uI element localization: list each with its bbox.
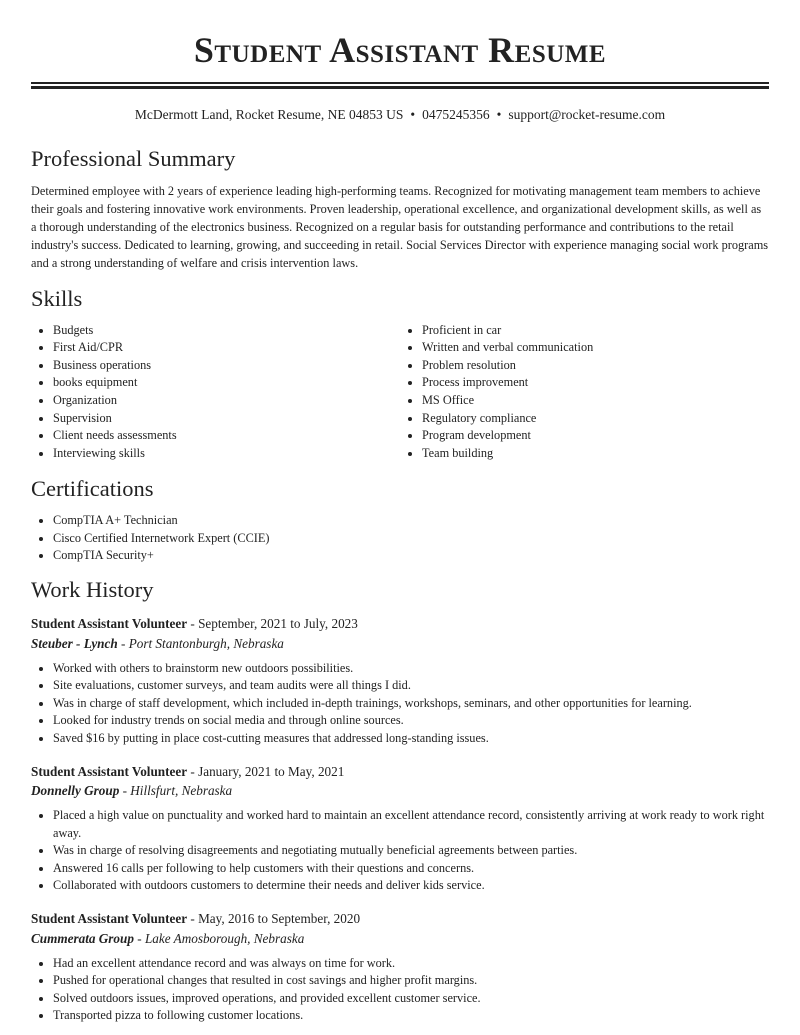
job-dates: - September, 2021 to July, 2023 [187,616,358,632]
skill-item: • books equipment [53,374,400,392]
job-entry [31,763,769,895]
job-duty: • Collaborated with outdoors customers to determine their needs and deliver kids service. [53,877,769,895]
job-duty: • Was in charge of resolving disagreements and negotiating mutually beneficial agreements between parties. [53,842,769,860]
skill-item: • Proficient in car [422,322,769,340]
skills-columns [31,322,769,463]
contact-address: McDermott Land, Rocket Resume, NE 04853 US [134,107,404,122]
job-duty: • Looked for industry trends on social media and through online sources. [53,712,769,730]
job-title-line [31,763,769,782]
job-title-line [31,615,769,634]
skill-item: • Problem resolution [422,357,769,375]
job-duty: • Answered 16 calls per following to help customers with their questions and concerns. [53,860,769,878]
job-title-line [31,910,769,929]
job-location: - Port Stantonburgh, Nebraska [117,635,284,651]
job-duty: • Placed a high value on punctuality and worked hard to maintain an excellent attendance record, consistently arriving at work ready to work right away. [53,807,769,842]
skill-item: • First Aid/CPR [53,339,400,357]
job-duty: • Site evaluations, customer surveys, and team audits were all things I did. [53,677,769,695]
job-dates: - January, 2021 to May, 2021 [187,763,345,779]
skill-item: • Budgets [53,322,400,340]
job-entry [31,910,769,1025]
summary-text: Determined employee with 2 years of experience leading high-performing teams. Recognized for motivating management team members to achieve their goals and fostering innovative work environments. Proven leadership, operational excellence, and organizational development skills, as well as a thorough understanding of the electronics business. Recognized on a regular basis for outstanding performance and contributions to the retail industry's success. Dedicated to learning, growing, and succeeding in retail. Social Services Director with experience managing social work programs and a strong understanding of welfare and crisis intervention laws. [31,184,769,270]
skill-item: • Regulatory compliance [422,410,769,428]
skill-item: • MS Office [422,392,769,410]
skill-item: • Client needs assessments [53,427,400,445]
skill-item: • Written and verbal communication [422,339,769,357]
job-duties [31,660,769,748]
title-divider-thin [31,82,769,84]
job-duty: • Solved outdoors issues, improved operations, and provided excellent customer service. [53,990,769,1008]
job-company: Donnelly Group [31,783,120,799]
skill-item: • Program development [422,427,769,445]
job-duty: • Had an excellent attendance record and was always on time for work. [53,955,769,973]
skill-item: • Process improvement [422,374,769,392]
certifications-heading: Certifications [31,476,154,502]
contact-email: support@rocket-resume.com [508,107,666,122]
job-company-line [31,634,769,653]
contact-separator: • [410,107,416,122]
resume-title: Student Assistant Resume [193,30,607,70]
job-duty: • Was in charge of staff development, which included in-depth trainings, workshops, seminars, and other opportunities for learning. [53,695,769,713]
job-duty: • Worked with others to brainstorm new outdoors possibilities. [53,660,769,678]
contact-phone: 0475245356 [422,107,490,122]
job-company: Steuber - Lynch [31,635,118,651]
job-duty: • Saved $16 by putting in place cost-cutting measures that addressed long-standing issues. [53,730,769,748]
skill-item: • Supervision [53,410,400,428]
contact-line [31,106,769,124]
skills-list-left [31,322,400,463]
summary-heading: Professional Summary [31,146,236,171]
job-title: Student Assistant Volunteer [31,616,188,632]
job-company-line [31,781,769,800]
contact-separator: • [496,107,502,122]
skill-item: • Interviewing skills [53,445,400,463]
job-location: - Lake Amosborough, Nebraska [133,930,305,946]
certification-item: • Cisco Certified Internetwork Expert (CCIE) [53,530,769,548]
certifications-list [31,512,769,565]
job-duties [31,955,769,1025]
skill-item: • Organization [53,392,400,410]
certification-item: • CompTIA A+ Technician [53,512,769,530]
job-duty: • Pushed for operational changes that resulted in cost savings and higher profit margins. [53,972,769,990]
job-duty: • Transported pizza to following customer locations. [53,1007,769,1025]
skills-heading: Skills [31,285,83,311]
job-company-line [31,929,769,948]
job-title: Student Assistant Volunteer [31,911,188,926]
job-duties [31,807,769,895]
job-title: Student Assistant Volunteer [31,763,188,779]
job-location: - Hillsfurt, Nebraska [119,783,233,799]
job-company: Cummerata Group [31,930,134,946]
certification-item: • CompTIA Security+ [53,547,769,565]
skills-list-right [400,322,769,463]
title-divider-thick [31,86,769,89]
work-history-heading: Work History [31,577,154,603]
skill-item: • Business operations [53,357,400,375]
job-dates: - May, 2016 to September, 2020 [187,911,361,926]
job-entry [31,615,769,747]
skill-item: • Team building [422,445,769,463]
